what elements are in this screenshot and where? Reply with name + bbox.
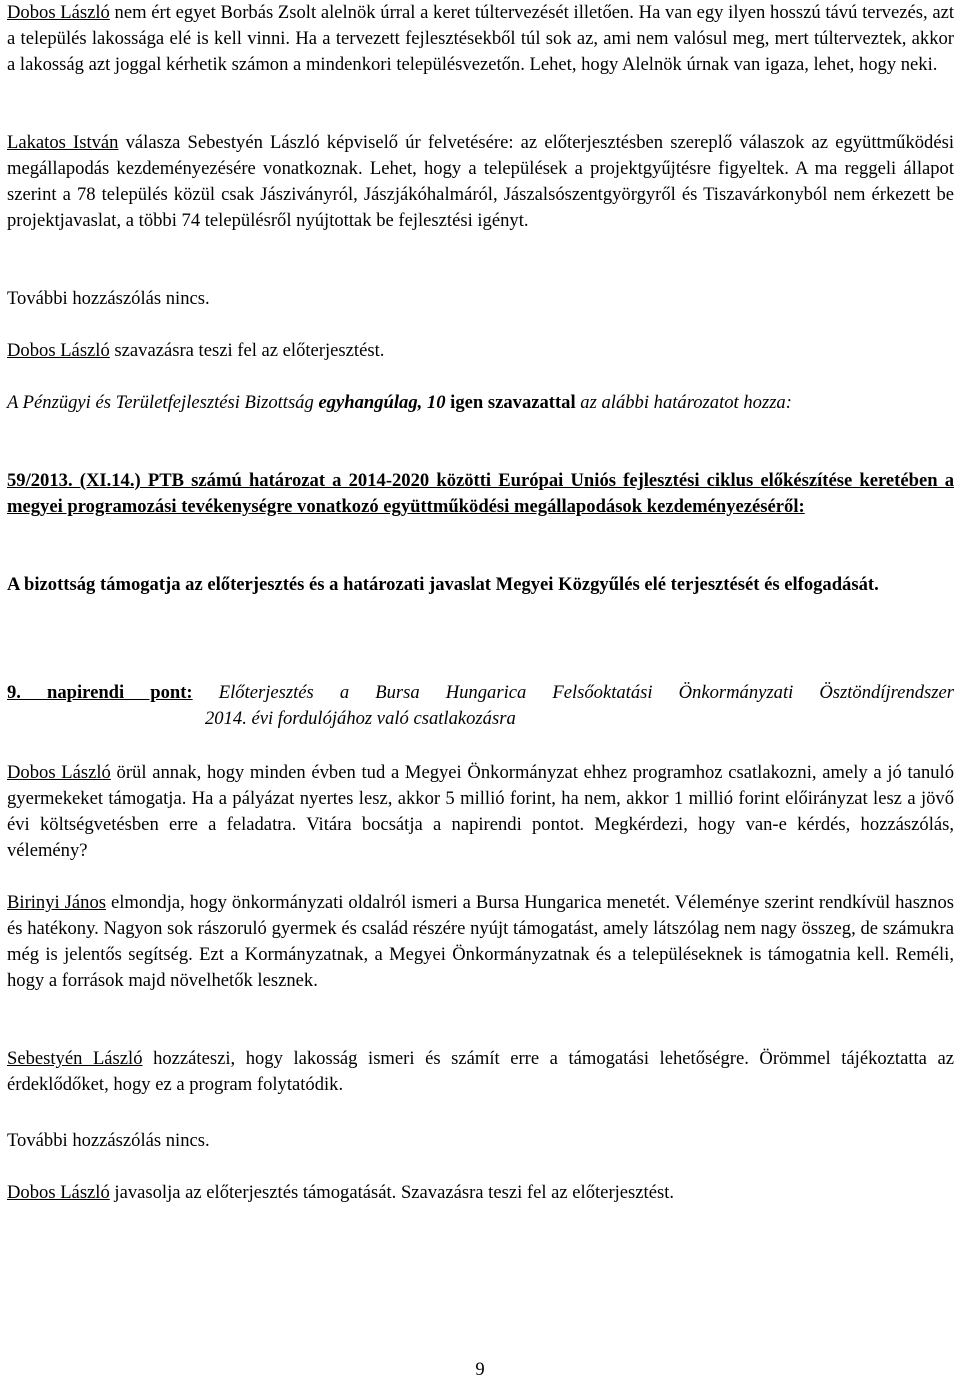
paragraph-text: válasza Sebestyén László képviselő úr felvetésére: az előterjesztésben szereplő válaszok az együttműködési megállapodás kezdeményezésére vonatkoznak. Lehet, hogy a települések a projektgyűjtésre figyeltek. A ma reggeli állapot szerint a 78 település közül csak Jásziványról, Jászjákóhalmáról, Jászalsószentgyörgyről és Tiszavárkonyból nem érkezett be projektjavaslat, a többi 74 településről nyújtottak be fejlesztési igényt. [7, 132, 954, 231]
speaker-name: Sebestyén László [7, 1048, 143, 1069]
paragraph-text: hozzáteszi, hogy lakosság ismeri és számít erre a támogatási lehetőségre. Örömmel tájékoztatta az érdeklődőket, hogy ez a program folytatódik. [7, 1048, 954, 1095]
paragraph-text: javasolja az előterjesztés támogatását. Szavazásra teszi fel az előterjesztést. [109, 1182, 675, 1203]
vote-rest: az alábbi határozatot hozza: [575, 392, 792, 413]
no-more-comments-2: További hozzászólás nincs. [7, 1130, 210, 1151]
paragraph-lakatos [7, 130, 954, 234]
paragraph-text: elmondja, hogy önkormányzati oldalról ismeri a Bursa Hungarica menetét. Véleménye szerint rendkívül hasznos és hatékony. Nagyon sok rászoruló gyermek és család részére nyújt támogatást, amely látszólag nem nagy összeg, de számukra még is jelentős segítség. Ezt a Kormányzatnak, a Megyei Önkormányzatnak és a településeknek is támogatnia kell. Reméli, hogy a források majd növelhetők lesznek. [7, 892, 955, 991]
vote-committee: A Pénzügyi és Területfejlesztési Bizottság [7, 392, 319, 413]
speaker-name: Dobos László [7, 340, 110, 361]
paragraph-dobos-2 [7, 760, 954, 864]
speaker-name: Dobos László [7, 762, 111, 783]
speaker-name: Birinyi János [7, 892, 106, 913]
paragraph-dobos-1 [7, 0, 954, 78]
speaker-name: Dobos László [7, 1182, 110, 1203]
resolution-body: A bizottság támogatja az előterjesztés és a határozati javaslat Megyei Közgyűlés elé terjesztését és elfogadását. [7, 574, 879, 595]
paragraph-text: örül annak, hogy minden évben tud a Megyei Önkormányzat ehhez programhoz csatlakozni, amely a jó tanuló gyermekeket támogatja. Ha a pályázat nyertes lesz, akkor 5 millió forint, ha nem, akkor 1 millió forint előirányzat lesz a jövő évi költségvetésben erre a feladatra. Vitára bocsátja a napirendi pontot. Megkérdezi, hogy van-e kérdés, hozzászólás, vélemény? [7, 762, 955, 861]
vote-count: igen szavazattal [445, 392, 576, 413]
paragraph-dobos-3 [7, 1180, 954, 1206]
paragraph-dobos-vote-call [7, 338, 954, 364]
vote-unanimous: egyhangúlag, 10 [318, 392, 446, 413]
agenda-title-line2: 2014. évi fordulójához való csatlakozásra [205, 708, 516, 729]
page-number: 9 [475, 1359, 485, 1380]
vote-result [7, 390, 954, 416]
paragraph-birinyi [7, 890, 954, 994]
paragraph-text: szavazásra teszi fel az előterjesztést. [109, 340, 385, 361]
resolution-title: 59/2013. (XI.14.) PTB számú határozat a 2014-2020 közötti Európai Uniós fejlesztési ciklus előkészítése keretében a megyei programozási tevékenységre vonatkozó együttműködési megállapodások kezdeményezéséről: [7, 470, 954, 517]
agenda-item [7, 680, 954, 732]
paragraph-sebestyen [7, 1046, 954, 1098]
speaker-name: Dobos László [7, 2, 110, 23]
agenda-label: 9. napirendi pont: [7, 682, 193, 703]
no-more-comments-1: További hozzászólás nincs. [7, 288, 210, 309]
agenda-title-line1: Előterjesztés a Bursa Hungarica Felsőoktatási Önkormányzati Ösztöndíjrendszer [218, 682, 954, 703]
paragraph-text: nem ért egyet Borbás Zsolt alelnök úrral a keret túltervezését illetően. Ha van egy ilyen hosszú távú tervezés, azt a település lakossága elé is kell vinni. Ha a tervezett fejlesztésekből túl sok az, ami nem valósul meg, mert túlterveztek, akkor a lakosság azt joggal kérhetik számon a mindenkori településvezetőn. Lehet, hogy Alelnök úrnak van igaza, lehet, hogy neki. [7, 2, 954, 75]
speaker-name: Lakatos István [7, 132, 119, 153]
